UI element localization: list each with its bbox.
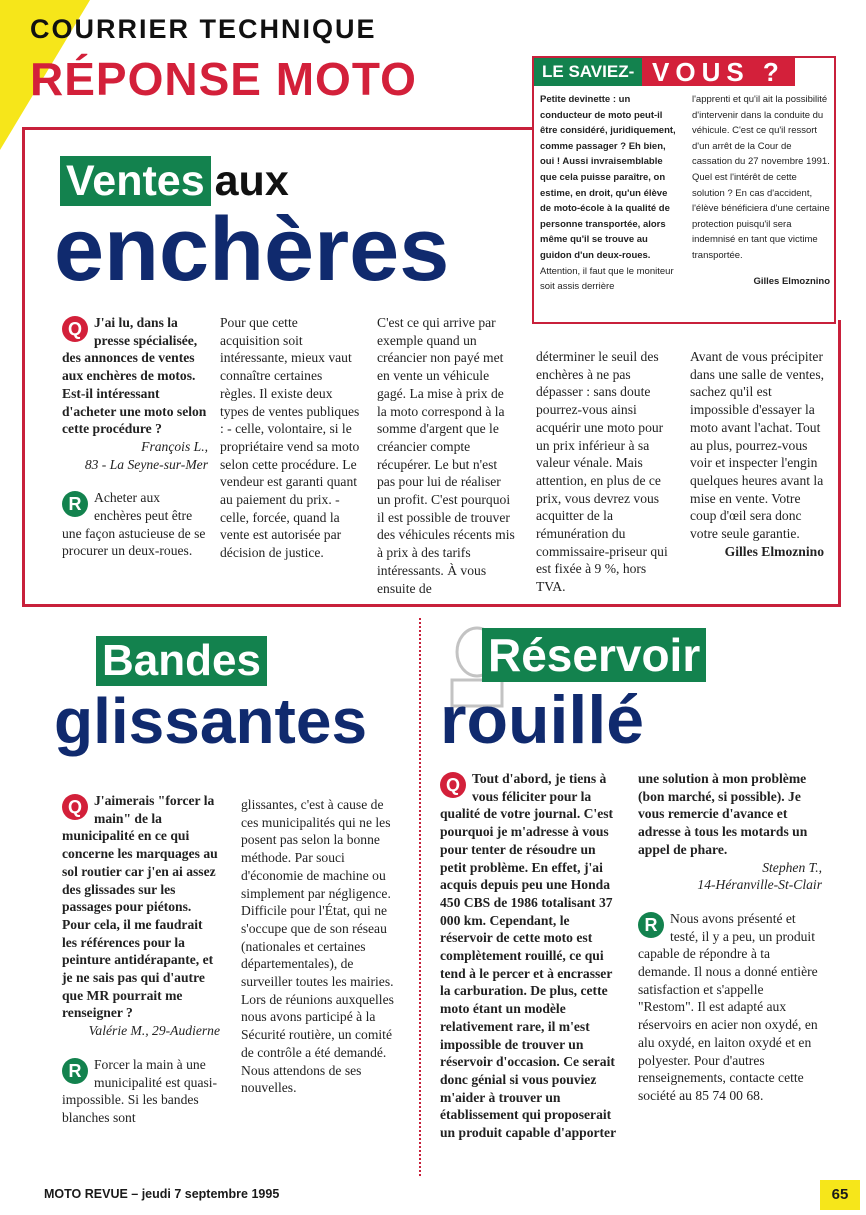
answer-mark-icon: R bbox=[638, 912, 664, 938]
article1-col-1 bbox=[62, 314, 208, 560]
article2-col-2: glissantes, c'est à cause de ces municipalités qui ne les posent pas selon la bonne méthode. Par souci d'économie de machine ou simplement par négligence. Difficile pour l'État, qui ne s'occupe que de son réseau (nationales et certaines départementales), de surveiller toutes les mairies. Lors de réunions auxquelles nous avons participé à la Sécurité routière, un comité de contrôle a été demandé. Nous attendons de ses nouvelles. bbox=[241, 797, 394, 1096]
article1-col-2: Pour que cette acquisition soit intéressante, mieux vaut connaître certaines règles. Il existe deux types de ventes publiques : - celle, volontaire, si le propriétaire vend sa moto selon cette procédure. Le vendeur est garanti quant au paiement du prix. - celle, forcée, quand la vente est autorisée par décision de justice. bbox=[220, 315, 360, 561]
article2-answer-text: Forcer la main à une municipalité est quasi-impossible. Si les bandes blanches sont bbox=[62, 1056, 218, 1125]
article1-kicker: Ventes bbox=[60, 156, 211, 206]
article3-headline: rouillé bbox=[440, 682, 645, 758]
article1-col-4: déterminer le seuil des enchères à ne pas dépasser : sans doute pourrez-vous ainsi acquérir une moto pour un prix inférieur à sa valeur vénale. Mais attention, en plus de ce prix, vous devrez vous acquitter de la rémunération du commissaire-priseur qui est fixée à 9 %, hors TVA. bbox=[536, 349, 668, 595]
article1-answer-start bbox=[62, 489, 208, 560]
article3-asker-place: 14-Héranville-St-Clair bbox=[697, 877, 822, 893]
answer-mark-icon: R bbox=[62, 491, 88, 517]
saviez-signature: Gilles Elmoznino bbox=[753, 275, 830, 287]
column-separator bbox=[419, 618, 421, 1176]
article2-kicker: Bandes bbox=[96, 636, 267, 686]
article1-kicker-rest: aux bbox=[214, 157, 289, 205]
article3-answer bbox=[638, 910, 822, 1105]
saviez-col-2 bbox=[692, 92, 830, 289]
article3-kicker-line bbox=[482, 628, 706, 682]
article2-answer-start bbox=[62, 1056, 220, 1127]
article1-signature: Gilles Elmoznino bbox=[724, 543, 824, 559]
article2-question: J'aimerais "forcer la main" de la municipalité en ce qui concerne les marquages au sol routier car j'en ai assez des glissades sur les passages pour piétons. Pour cela, il me faudrait les références pour la peinture antidérapante, et je ne sais pas qui d'autre que MR pourrait me renseigner ? bbox=[62, 793, 218, 1021]
article1-kicker-line bbox=[60, 156, 289, 206]
article1-col-5 bbox=[690, 348, 824, 560]
article1-asker: François L., bbox=[141, 438, 208, 454]
question-mark-icon: Q bbox=[440, 772, 466, 798]
frame-left-line bbox=[22, 127, 25, 605]
article1-question: J'ai lu, dans la presse spécialisée, des annonces de ventes aux enchères de motos. Est-il intéressant d'acheter une moto selon cette procédure ? bbox=[62, 315, 207, 437]
saviez-col-2-text: l'apprenti et qu'il ait la possibilité d'intervenir dans la conduite du véhicule. C'est ce qu'il ressort d'un arrêt de la Cour de cassation du 27 novembre 1991. Quel est l'intérêt de cette solution ? En cas d'accident, l'élève bénéficiera d'une certaine protection puisqu'il sera indemnisé en tant que victime transportée. bbox=[692, 94, 830, 261]
article2-asker: Valérie M., 29-Audierne bbox=[88, 1023, 220, 1039]
saviez-vous-box bbox=[532, 56, 836, 324]
article2-kicker-line bbox=[96, 636, 267, 686]
section-title: RÉPONSE MOTO bbox=[30, 53, 417, 105]
frame-right-line bbox=[838, 320, 841, 607]
article1-headline: enchères bbox=[54, 200, 450, 300]
article3-answer-text: Nous avons présenté et testé, il y a peu, un produit capable de répondre à ta demande. Il nous a donné entière satisfaction et s'appelle "Restom". Il est adapté aux réservoirs en acier non oxydé, en alu oxydé, en laiton oxydé et en polyester. Pour d'autres renseignements, contacte cette société au 85 74 00 68. bbox=[638, 910, 818, 1103]
saviez-col-1-bold: Petite devinette : un conducteur de moto peut-il être considéré, juridiquement, comme passager ? Eh bien, oui ! Aussi invraisemblable que cela puisse paraître, on estime, en droit, qu'un élève de moto-école à la qualité de personne transportée, alors même qu'il se trouve au guidon d'un deux-roues. bbox=[540, 94, 676, 261]
vous-tag: VOUS ? bbox=[642, 58, 795, 86]
article3-col-1 bbox=[440, 770, 620, 1142]
article3-asker: Stephen T., bbox=[762, 859, 822, 875]
article1-col-3: C'est ce qui arrive par exemple quand un créancier non payé met en vente un véhicule gagé. La mise à prix de la moto correspond à la somme d'argent que le créancier compte récupérer. Le but n'est pas pour lui de réaliser un profit. C'est pourquoi il est possible de trouver des véhicules récents mis à prix à des tarifs intéressants. À vous ensuite de bbox=[377, 315, 515, 596]
section-rubric: COURRIER TECHNIQUE bbox=[30, 14, 377, 44]
answer-mark-icon: R bbox=[62, 1058, 88, 1084]
article2-headline: glissantes bbox=[54, 685, 368, 757]
article1-asker-place: 83 - La Seyne-sur-Mer bbox=[84, 456, 208, 472]
article3-kicker: Réservoir bbox=[482, 628, 706, 682]
page-number: 65 bbox=[820, 1180, 860, 1210]
frame-bottom-line bbox=[22, 604, 840, 607]
article3-question: Tout d'abord, je tiens à vous féliciter pour la qualité de votre journal. C'est pourquoi je m'adresse à vous pour tenter de résoudre un petit problème. En effet, j'ai acquis depuis peu une Honda 450 CBS de 1986 totalisant 37 000 km. Cependant, le réservoir de cette moto est complètement rouillé, ce qui tend à le percer et à encrasser la carburation. De plus, cette moto étant un modèle relativement rare, il m'est impossible de trouver un réservoir d'occasion. Ce serait donc génial si vous pouviez m'aider à trouver un établissement qui proposerait un produit capable d'apporter bbox=[440, 771, 617, 1141]
saviez-tag: LE SAVIEZ- bbox=[534, 58, 642, 86]
article1-col-5-text: Avant de vous précipiter dans une salle de ventes, sachez qu'il est impossible d'essayer la moto avant l'achat. Tout au plus, pourrez-vous voir et inspecter l'engin quelques heures avant la mise en vente. Votre coup d'œil sera donc votre seule garantie. bbox=[690, 349, 825, 542]
article1-answer-text: Acheter aux enchères peut être une façon astucieuse de se procurer un deux-roues. bbox=[62, 490, 206, 559]
question-mark-icon: Q bbox=[62, 316, 88, 342]
frame-top-line bbox=[22, 127, 532, 130]
question-mark-icon: Q bbox=[62, 794, 88, 820]
article3-question-end: une solution à mon problème (bon marché, si possible). Je vous remercie d'avance et adresse à tous les motards un appel de phare. bbox=[638, 771, 808, 857]
article3-col-2 bbox=[638, 770, 822, 1105]
saviez-col-1 bbox=[540, 92, 678, 295]
saviez-col-1-tail: Attention, il faut que le moniteur soit assis derrière bbox=[540, 265, 674, 293]
footer-issue: MOTO REVUE – jeudi 7 septembre 1995 bbox=[44, 1187, 280, 1201]
article2-col-1 bbox=[62, 792, 220, 1127]
